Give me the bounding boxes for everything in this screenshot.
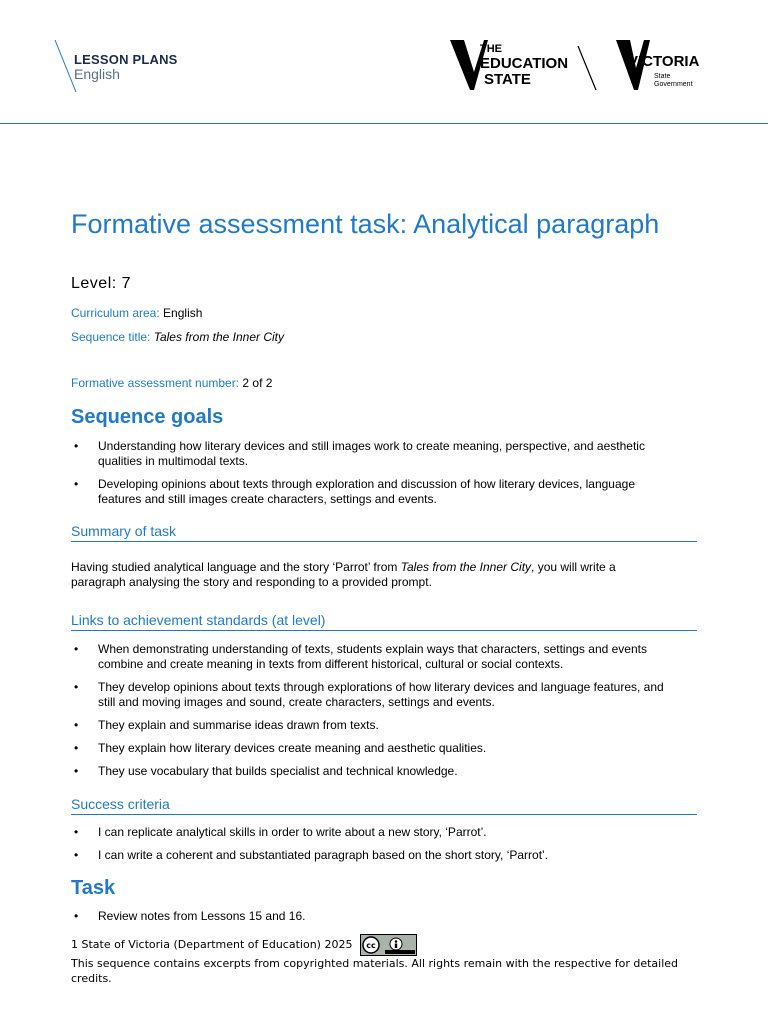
- success-list: [71, 825, 697, 871]
- creative-commons-icon: [360, 934, 417, 956]
- list-item: • When demonstrating understanding of texts, students explain ways that characters, settings and events combine and create meaning in texts from different historical, cultural or social contexts.: [74, 642, 647, 671]
- copyright-note-line-2: credits.: [71, 972, 112, 985]
- assessment-number-label: Formative assessment number:: [71, 376, 240, 390]
- sequence-goals-list: [71, 439, 697, 515]
- task-heading: Task: [71, 877, 116, 899]
- sequence-title: [71, 330, 284, 344]
- curriculum-area: [71, 306, 202, 320]
- vic-logo-text: VICTORIA: [628, 53, 700, 70]
- task-list: [71, 909, 697, 932]
- list-item: • Understanding how literary devices and still images work to create meaning, perspective, and aesthetic qualities in multimodal texts.: [74, 439, 645, 468]
- edu-logo-education: EDUCATION: [480, 55, 569, 72]
- list-item: • I can replicate analytical skills in order to write about a new story, ‘Parrot’.: [74, 825, 487, 839]
- page-title: Formative assessment task: Analytical paragraph: [71, 209, 660, 239]
- edu-logo-state: STATE: [484, 71, 531, 88]
- list-item: • Developing opinions about texts through exploration and discussion of how literary devices, language features and still images create characters, settings and events.: [74, 477, 636, 506]
- vic-logo-sub-2: Government: [654, 81, 693, 88]
- summary-text: Having studied analytical language and the story ‘Parrot’ from Tales from the Inner City, you will write a paragraph analysing the story and responding to a provided prompt.: [71, 560, 616, 589]
- vic-logo-sub-1: State: [654, 73, 671, 80]
- assessment-number: [71, 376, 272, 390]
- curriculum-area-value: English: [163, 306, 203, 320]
- copyright-text: 1 State of Victoria (Department of Education) 2025: [71, 938, 353, 951]
- links-heading: Links to achievement standards (at level): [71, 612, 697, 631]
- copyright-note-line-1: This sequence contains excerpts from copyrighted materials. All rights remain with the respective for detailed: [71, 957, 679, 970]
- brand-title: LESSON PLANS: [74, 52, 178, 67]
- sequence-goals-heading: Sequence goals: [71, 406, 224, 428]
- cc-glyph: cc: [366, 941, 376, 950]
- sequence-title-value: Tales from the Inner City: [153, 330, 285, 344]
- curriculum-area-label: Curriculum area:: [71, 306, 160, 320]
- list-item: • They use vocabulary that builds specialist and technical knowledge.: [74, 764, 458, 778]
- footer: [71, 934, 711, 986]
- links-list: [71, 642, 697, 787]
- sequence-title-label: Sequence title:: [71, 330, 151, 344]
- brand-subtitle: English: [74, 66, 120, 82]
- edu-logo-the: THE: [480, 43, 502, 55]
- victoria-government-logo: [616, 40, 708, 92]
- list-item: • They explain how literary devices create meaning and aesthetic qualities.: [74, 741, 487, 755]
- list-item: • I can write a coherent and substantiated paragraph based on the short story, ‘Parrot’.: [74, 848, 549, 862]
- education-state-logo: [450, 40, 600, 92]
- list-item: • They develop opinions about texts through explorations of how literary devices and language features, and still and moving images and sound, create characters, settings and events.: [74, 680, 664, 709]
- list-item: • They explain and summarise ideas drawn from texts.: [74, 718, 379, 732]
- summary-heading: Summary of task: [71, 523, 697, 542]
- level-label: Level: 7: [71, 275, 132, 292]
- list-item: • Review notes from Lessons 15 and 16.: [74, 909, 306, 923]
- assessment-number-value: 2 of 2: [242, 376, 273, 390]
- success-heading: Success criteria: [71, 796, 697, 815]
- header-rule: [0, 123, 768, 124]
